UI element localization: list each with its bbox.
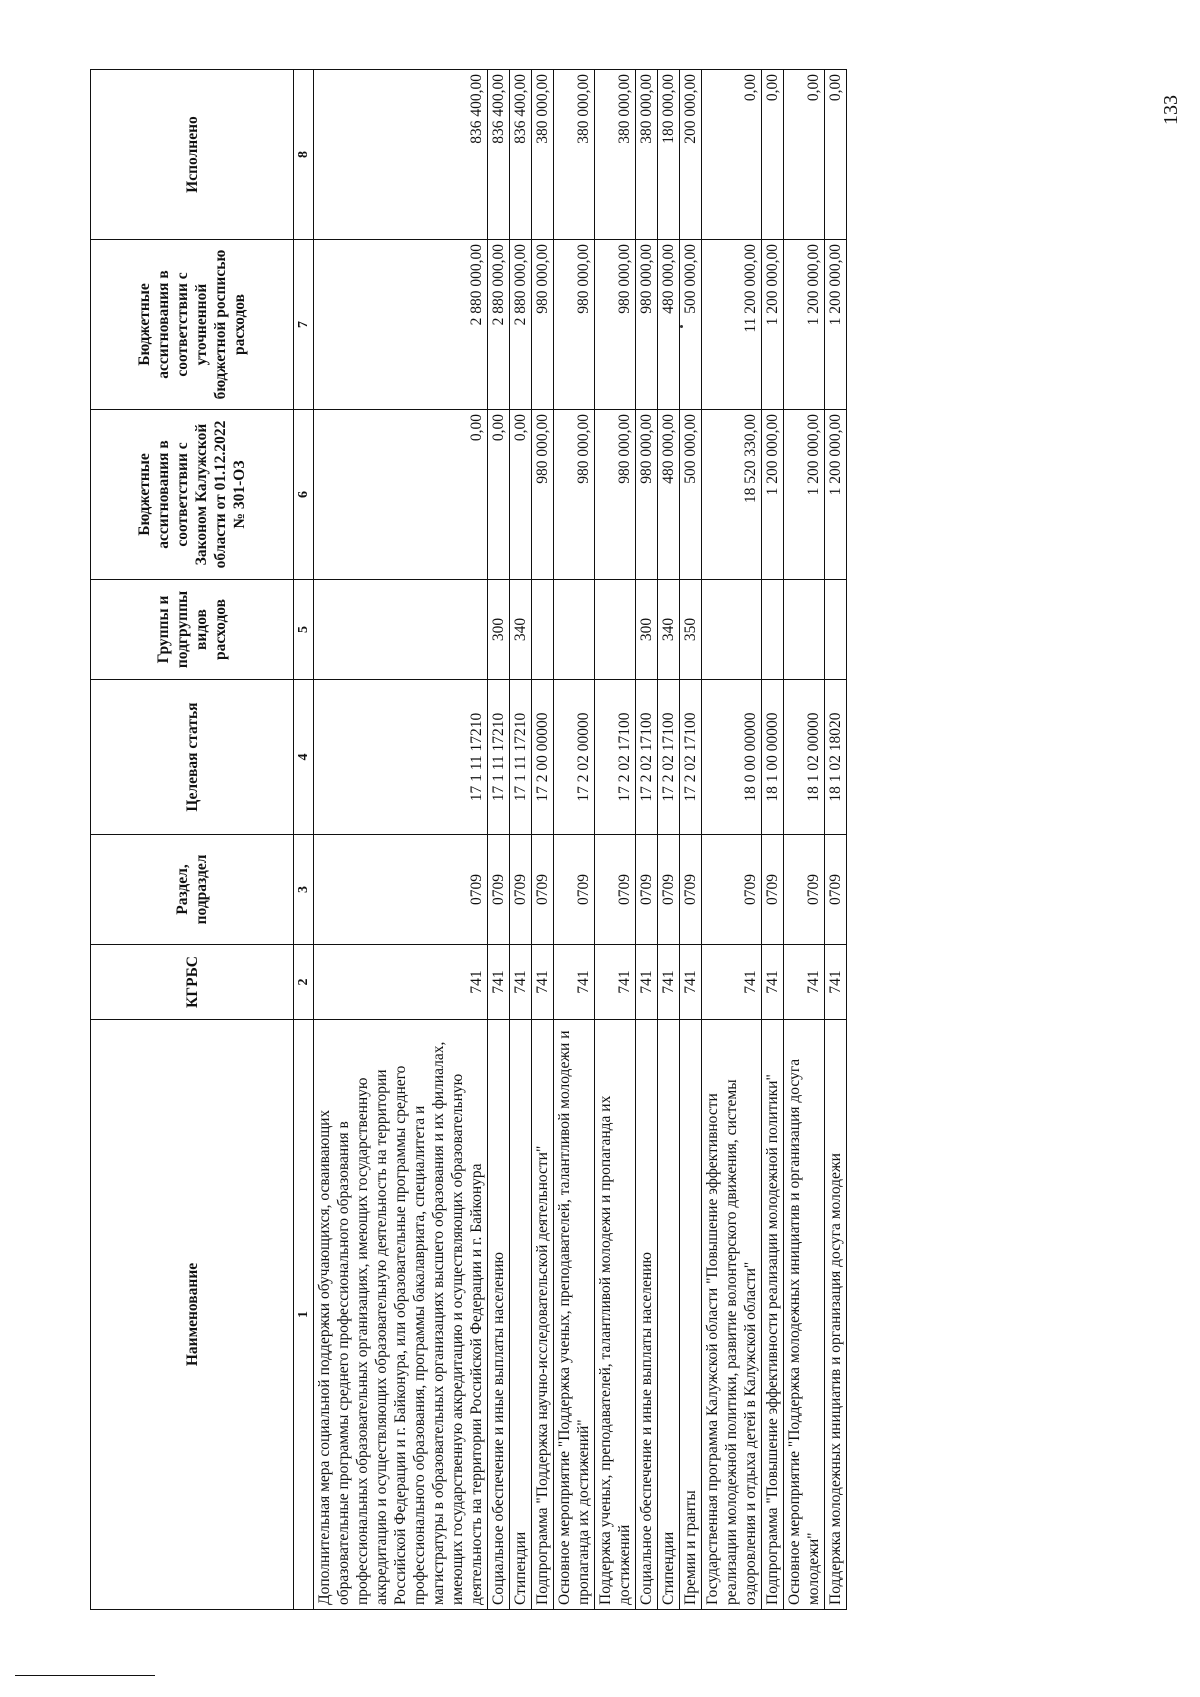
header-target: Целевая статья [91,680,294,835]
cell-kgrbs: 741 [702,945,762,1020]
cell-refined: 2 880 000,00 [314,240,488,410]
cell-target: 18 1 02 18020 [825,680,847,835]
cell-law: 500 000,00 [680,410,702,580]
cell-kgrbs: 741 [595,945,636,1020]
header-kgrbs: КГРБС [91,945,294,1020]
cell-target: 17 1 11 17210 [314,680,488,835]
table-row [784,70,825,1610]
table-row [554,70,595,1610]
cell-kgrbs: 741 [532,945,554,1020]
column-number: 2 [294,945,314,1020]
header-name: Наименование [91,1020,294,1610]
cell-name: Социальное обеспечение и иные выплаты населению [488,1020,510,1610]
table-row [532,70,554,1610]
cell-executed: 836 400,00 [314,70,488,240]
cell-target: 17 2 00 00000 [532,680,554,835]
cell-target: 17 2 02 17100 [636,680,658,835]
cell-group [762,580,784,680]
cell-law: 0,00 [488,410,510,580]
table-row [488,70,510,1610]
cell-target: 17 2 02 17100 [680,680,702,835]
cell-kgrbs: 741 [488,945,510,1020]
cell-section: 0709 [784,835,825,945]
table-row [702,70,762,1610]
cell-section: 0709 [702,835,762,945]
cell-refined: 500 000,00 [680,240,702,410]
cell-name: Стипендии [658,1020,680,1610]
table-row [680,70,702,1610]
cell-executed: 380 000,00 [532,70,554,240]
cell-section: 0709 [314,835,488,945]
cell-name: Основное мероприятие "Поддержка молодежных инициатив и организация досуга молодежи" [784,1020,825,1610]
cell-refined: 1 200 000,00 [784,240,825,410]
scan-dot [680,325,683,328]
cell-refined: 980 000,00 [595,240,636,410]
cell-law: 0,00 [510,410,532,580]
page-number: 133 [1160,95,1182,125]
header-refined: Бюджетные ассигнования в соответствии с уточненной бюджетной росписью расходов [91,240,294,410]
cell-target: 18 0 00 00000 [702,680,762,835]
column-number: 1 [294,1020,314,1610]
cell-executed: 380 000,00 [554,70,595,240]
cell-law: 980 000,00 [595,410,636,580]
cell-refined: 2 880 000,00 [510,240,532,410]
table-row [658,70,680,1610]
cell-section: 0709 [680,835,702,945]
cell-kgrbs: 741 [680,945,702,1020]
cell-refined: 11 200 000,00 [702,240,762,410]
cell-law: 0,00 [314,410,488,580]
cell-name: Основное мероприятие "Поддержка ученых, преподавателей, талантливой молодежи и пропаганда их достижений" [554,1020,595,1610]
table-row [762,70,784,1610]
cell-kgrbs: 741 [825,945,847,1020]
header-row [91,70,294,1610]
column-number-row [294,70,314,1610]
cell-section: 0709 [825,835,847,945]
cell-refined: 1 200 000,00 [762,240,784,410]
cell-name: Государственная программа Калужской области "Повышение эффективности реализации молодежной политики, развитие волонтерского движения, системы оздоровления и отдыха детей в Калужской области" [702,1020,762,1610]
column-number: 7 [294,240,314,410]
cell-section: 0709 [762,835,784,945]
cell-group [532,580,554,680]
cell-kgrbs: 741 [636,945,658,1020]
cell-name: Премии и гранты [680,1020,702,1610]
budget-table [90,69,847,1610]
cell-refined: 480 000,00 [658,240,680,410]
cell-name: Дополнительная мера социальной поддержки обучающихся, осваивающих образовательные программы среднего профессионального образования в профессиональных образовательных организациях, имеющих государственную аккредитацию и осуществляющих образовательную деятельность на территории Российской Федерации и г. Байконура, или образовательные программы среднего профессионального образования, программы бакалавриата, специалитета и магистратуры в образовательных организациях высшего образования и их филиалах, имеющих государственную аккредитацию и осуществляющих образовательную деятельность на территории Российской Федерации и г. Байконура [314,1020,488,1610]
header-law: Бюджетные ассигнования в соответствии с Законом Калужской области от 01.12.2022 № 301-ОЗ [91,410,294,580]
column-number: 5 [294,580,314,680]
cell-section: 0709 [554,835,595,945]
cell-executed: 200 000,00 [680,70,702,240]
table-row [314,70,488,1610]
cell-law: 980 000,00 [532,410,554,580]
column-number: 8 [294,70,314,240]
cell-group [784,580,825,680]
table-row [825,70,847,1610]
cell-name: Подпрограмма "Повышение эффективности реализации молодежной политики" [762,1020,784,1610]
cell-group: 300 [488,580,510,680]
table-row [595,70,636,1610]
cell-target: 17 2 02 17100 [595,680,636,835]
column-number: 6 [294,410,314,580]
cell-name: Социальное обеспечение и иные выплаты населению [636,1020,658,1610]
cell-kgrbs: 741 [554,945,595,1020]
cell-section: 0709 [510,835,532,945]
table-row [636,70,658,1610]
footnote-rule [15,1675,155,1676]
column-number: 3 [294,835,314,945]
cell-name: Поддержка молодежных инициатив и организация досуга молодежи [825,1020,847,1610]
cell-target: 17 1 11 17210 [510,680,532,835]
cell-refined: 2 880 000,00 [488,240,510,410]
cell-kgrbs: 741 [314,945,488,1020]
cell-kgrbs: 741 [510,945,532,1020]
cell-kgrbs: 741 [762,945,784,1020]
cell-kgrbs: 741 [784,945,825,1020]
cell-group [554,580,595,680]
cell-target: 17 2 02 17100 [658,680,680,835]
cell-executed: 836 400,00 [488,70,510,240]
cell-executed: 0,00 [825,70,847,240]
cell-law: 980 000,00 [554,410,595,580]
cell-law: 1 200 000,00 [762,410,784,580]
cell-kgrbs: 741 [658,945,680,1020]
cell-group [702,580,762,680]
cell-section: 0709 [658,835,680,945]
table-row [510,70,532,1610]
cell-executed: 180 000,00 [658,70,680,240]
cell-target: 17 1 11 17210 [488,680,510,835]
header-groups: Группы и подгруппы видов расходов [91,580,294,680]
cell-refined: 980 000,00 [532,240,554,410]
cell-name: Подпрограмма "Поддержка научно-исследовательской деятельности" [532,1020,554,1610]
cell-group: 340 [658,580,680,680]
cell-group [825,580,847,680]
cell-executed: 0,00 [784,70,825,240]
cell-law: 18 520 330,00 [702,410,762,580]
cell-group [314,580,488,680]
cell-section: 0709 [532,835,554,945]
cell-executed: 836 400,00 [510,70,532,240]
header-section: Раздел, подраздел [91,835,294,945]
cell-name: Стипендии [510,1020,532,1610]
cell-target: 17 2 02 00000 [554,680,595,835]
cell-target: 18 1 00 00000 [762,680,784,835]
cell-refined: 980 000,00 [636,240,658,410]
cell-section: 0709 [595,835,636,945]
rotated-page-content [90,70,1110,1610]
cell-refined: 980 000,00 [554,240,595,410]
cell-law: 1 200 000,00 [825,410,847,580]
table-body [314,70,847,1610]
cell-refined: 1 200 000,00 [825,240,847,410]
cell-group: 350 [680,580,702,680]
cell-section: 0709 [636,835,658,945]
cell-target: 18 1 02 00000 [784,680,825,835]
cell-executed: 380 000,00 [636,70,658,240]
cell-section: 0709 [488,835,510,945]
cell-law: 980 000,00 [636,410,658,580]
cell-group [595,580,636,680]
cell-executed: 380 000,00 [595,70,636,240]
cell-group: 300 [636,580,658,680]
cell-executed: 0,00 [702,70,762,240]
column-number: 4 [294,680,314,835]
cell-name: Поддержка ученых, преподавателей, талантливой молодежи и пропаганда их достижений [595,1020,636,1610]
header-executed: Исполнено [91,70,294,240]
cell-law: 1 200 000,00 [784,410,825,580]
cell-group: 340 [510,580,532,680]
cell-executed: 0,00 [762,70,784,240]
cell-law: 480 000,00 [658,410,680,580]
